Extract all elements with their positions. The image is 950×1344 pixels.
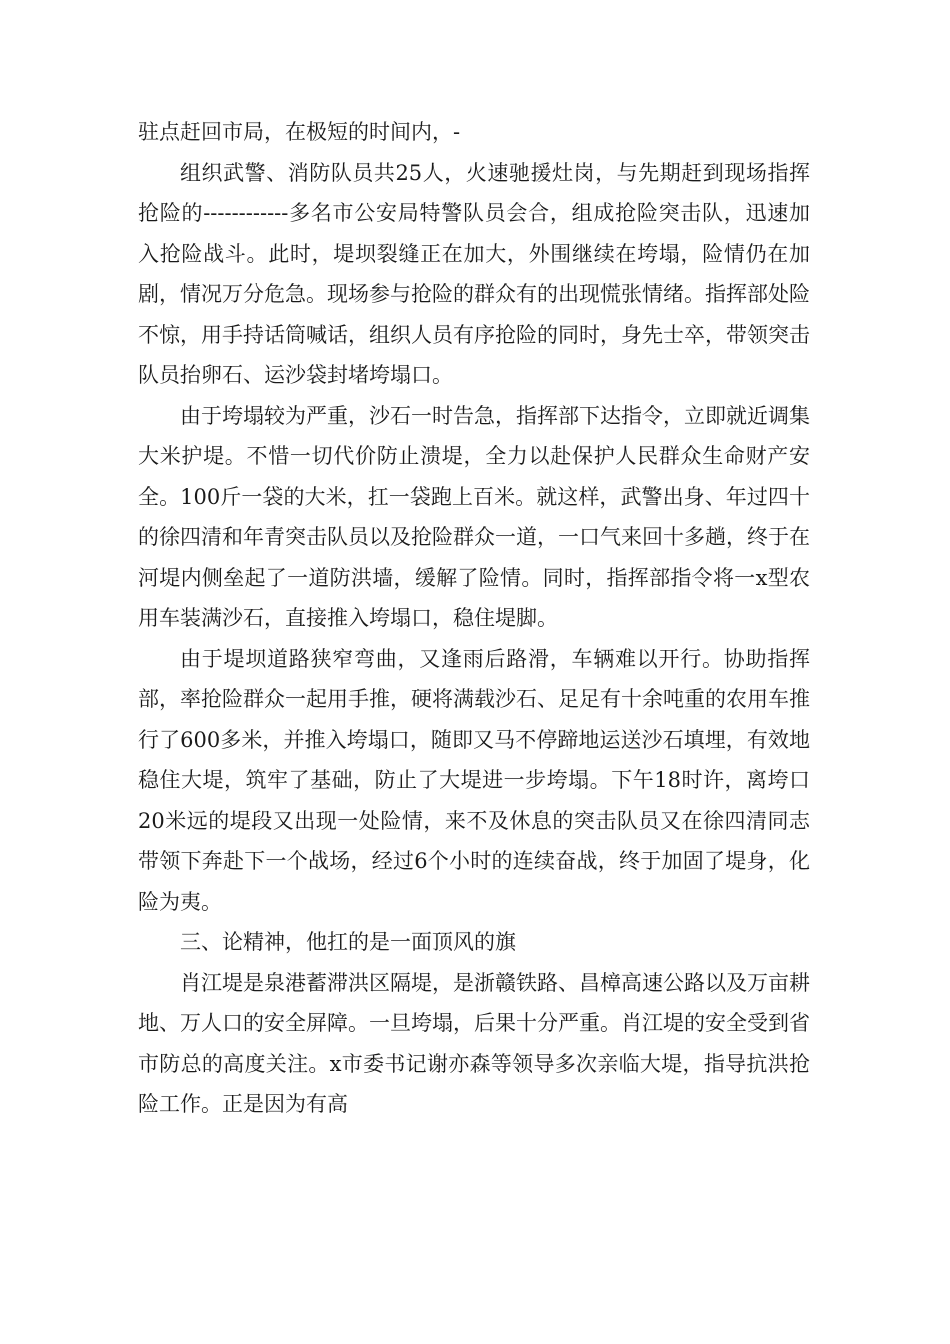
section-heading-spirit: 三、论精神，他扛的是一面顶风的旗 (180, 930, 516, 954)
document-body (138, 112, 810, 1125)
paragraph-rice-embankment: 由于垮塌较为严重，沙石一时告急，指挥部下达指令，立即就近调集大米护堤。不惜一切代价防止溃堤，全力以赴保护人民群众生命财产安全。100斤一袋的大米，扛一袋跑上百米。就这样，武警出身、年过四十的徐四清和年青突击队员以及抢险群众一道，一口气来回十多趟，终于在河堤内侧垒起了一道防洪墙，缓解了险情。同时，指挥部指令将一x型农用车装满沙石，直接推入垮塌口，稳住堤脚。 (138, 403, 810, 630)
paragraph-continuation: 驻点赶回市局，在极短的时间内，- (138, 120, 461, 144)
paragraph-farm-vehicle: 由于堤坝道路狭窄弯曲，又逢雨后路滑，车辆难以开行。协助指挥部，率抢险群众一起用手推，硬将满载沙石、足足有十余吨重的农用车推行了600多米，并推入垮塌口，随即又马不停蹄地运送沙石填埋，有效地稳住大堤，筑牢了基础，防止了大堤进一步垮塌。下午18时许，离垮口20米远的堤段又出现一处险情，来不及休息的突击队员又在徐四清同志带领下奔赴下一个战场，经过6个小时的连续奋战，终于加固了堤身，化险为夷。 (138, 646, 810, 914)
paragraph-xiaojiang-dike: 肖江堤是泉港蓄滞洪区隔堤，是浙赣铁路、昌樟高速公路以及万亩耕地、万人口的安全屏障。一旦垮塌，后果十分严重。肖江堤的安全受到省市防总的高度关注。x市委书记谢亦森等领导多次亲临大堤，指导抗洪抢险工作。正是因为有高 (138, 970, 810, 1116)
paragraph-rescue-team: 组织武警、消防队员共25人，火速驰援灶岗，与先期赶到现场指挥抢险的------------多名市公安局特警队员会合，组成抢险突击队，迅速加入抢险战斗。此时，堤坝裂缝正在加大，外围继续在垮塌，险情仍在加剧，情况万分危急。现场参与抢险的群众有的出现慌张情绪。指挥部处险不惊，用手持话筒喊话，组织人员有序抢险的同时，身先士卒，带领突击队员抬卵石、运沙袋封堵垮塌口。 (138, 160, 810, 387)
